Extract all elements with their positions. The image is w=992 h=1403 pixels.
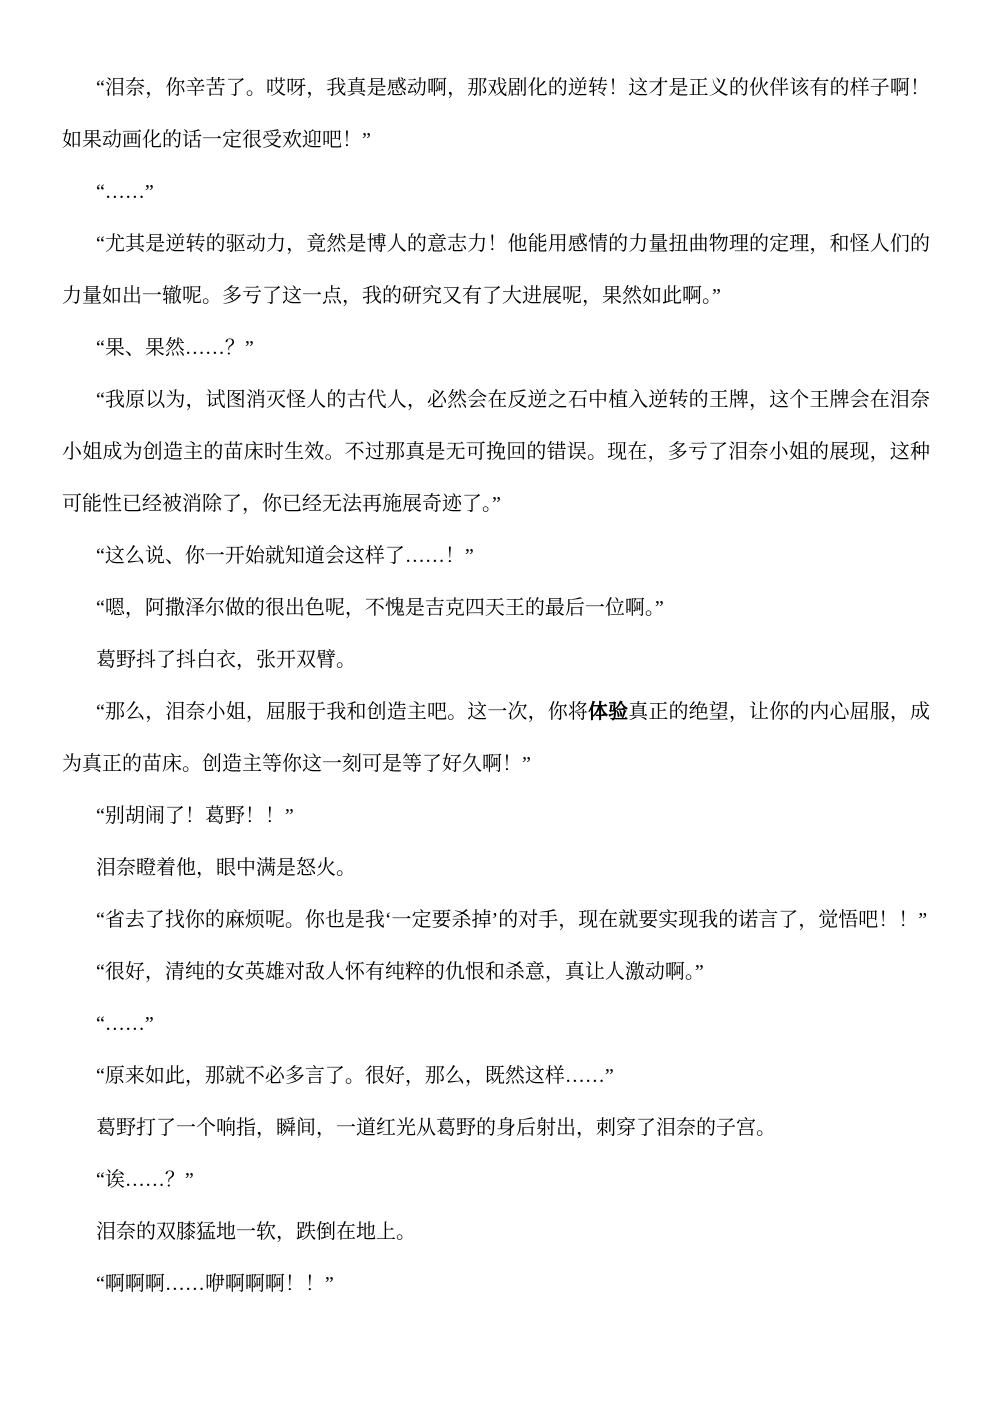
paragraph-dialogue: “……”	[96, 1013, 154, 1035]
paragraph-dialogue	[62, 686, 930, 790]
bold-text-run: 体验	[588, 701, 629, 723]
paragraph-dialogue: “这么说、你一开始就知道会这样了……！”	[96, 545, 474, 567]
paragraph-dialogue: “啊啊啊……咿啊啊啊！！”	[96, 1273, 334, 1295]
text-column	[62, 62, 930, 1310]
paragraph-dialogue: “原来如此，那就不必多言了。很好，那么，既然这样……”	[96, 1065, 614, 1087]
text-run: 真正的绝望，让你的内心屈服，成为真正的苗床。创造主等你这一刻可是等了好久啊！”	[62, 701, 930, 775]
paragraph-dialogue: “泪奈，你辛苦了。哎呀，我真是感动啊，那戏剧化的逆转！这才是正义的伙伴该有的样子啊！如果动画化的话一定很受欢迎吧！”	[62, 77, 930, 151]
paragraph-dialogue: “嗯，阿撒泽尔做的很出色呢，不愧是吉克四天王的最后一位啊。”	[96, 597, 664, 619]
paragraph-narration: 泪奈的双膝猛地一软，跌倒在地上。	[96, 1221, 416, 1243]
paragraph-narration: 葛野打了一个响指，瞬间，一道红光从葛野的身后射出，刺穿了泪奈的子宫。	[96, 1117, 776, 1139]
paragraph-dialogue: “诶……？”	[96, 1169, 194, 1191]
paragraph-dialogue: “果、果然……？”	[96, 337, 254, 359]
paragraph-dialogue: “别胡闹了！葛野！！”	[96, 805, 294, 827]
paragraph-narration: 葛野抖了抖白衣，张开双臂。	[96, 649, 356, 671]
paragraph-dialogue: “……”	[96, 181, 154, 203]
paragraph-dialogue: “很好，清纯的女英雄对敌人怀有纯粹的仇恨和杀意，真让人激动啊。”	[96, 961, 704, 983]
paragraph-dialogue: “我原以为，试图消灭怪人的古代人，必然会在反逆之石中植入逆转的王牌，这个王牌会在泪奈小姐成为创造主的苗床时生效。不过那真是无可挽回的错误。现在，多亏了泪奈小姐的展现，这种可能性已经被消除了，你已经无法再施展奇迹了。”	[62, 389, 930, 515]
text-run: “那么，泪奈小姐，屈服于我和创造主吧。这一次，你将	[96, 701, 588, 723]
paragraph-narration: 泪奈瞪着他，眼中满是怒火。	[96, 857, 356, 879]
paragraph-dialogue: “尤其是逆转的驱动力，竟然是博人的意志力！他能用感情的力量扭曲物理的定理，和怪人们的力量如出一辙呢。多亏了这一点，我的研究又有了大进展呢，果然如此啊。”	[62, 233, 930, 307]
paragraph-dialogue: “省去了找你的麻烦呢。你也是我‘一定要杀掉’的对手，现在就要实现我的诺言了，觉悟吧！！”	[96, 909, 928, 931]
